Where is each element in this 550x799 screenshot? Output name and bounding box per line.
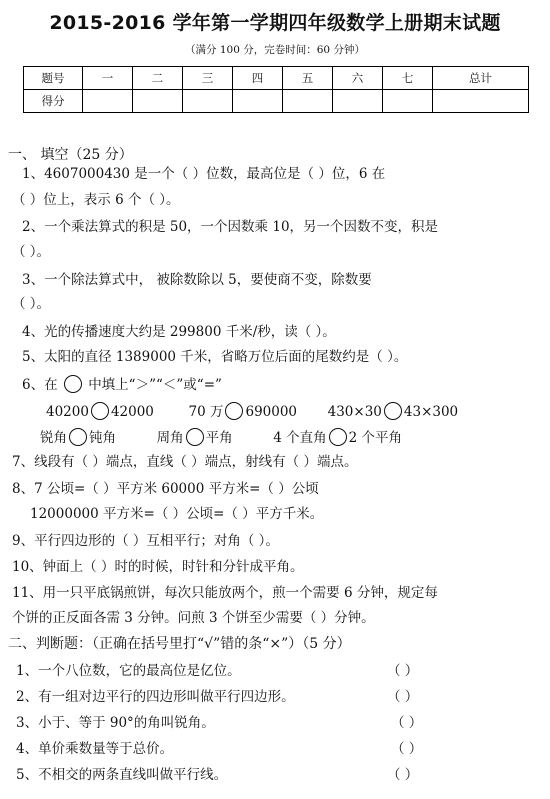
score-cell[interactable]: [133, 90, 183, 113]
answer-circle[interactable]: [64, 375, 82, 393]
compare-left: 4 个直角: [273, 430, 327, 446]
judge-bracket[interactable]: （ ）: [391, 715, 423, 731]
answer-circle[interactable]: [91, 402, 109, 420]
judge-text: 5、不相交的两条直线叫做平行线。: [16, 767, 228, 783]
judge-bracket[interactable]: （ ）: [391, 741, 423, 757]
judge-text: 1、一个八位数，它的最高位是亿位。: [16, 663, 241, 679]
compare-left: 70 万: [188, 404, 224, 420]
score-cell[interactable]: [433, 90, 529, 113]
answer-circle[interactable]: [186, 428, 204, 446]
question-4: 4、光的传播速度大约是 299800 千米/秒，读（ ）。: [22, 324, 336, 340]
judge-item-2: [16, 689, 295, 705]
question-6-instruction: 中填上“＞”“＜”或“=”: [88, 377, 222, 393]
score-cell[interactable]: [283, 90, 333, 113]
question-2b: （ ）。: [12, 244, 51, 260]
score-table-header-row: [24, 67, 529, 90]
compare-right: 42000: [110, 404, 154, 420]
score-row-label: 得分: [24, 90, 83, 113]
answer-circle[interactable]: [225, 402, 243, 420]
compare-right: 平角: [205, 430, 233, 446]
score-table-row: [24, 90, 529, 113]
judge-text: 2、有一组对边平行的四边形叫做平行四边形。: [16, 689, 295, 705]
judge-item-3: [16, 715, 215, 731]
question-6-row2: [40, 428, 402, 446]
question-3b: （ ）。: [12, 296, 51, 312]
score-cell[interactable]: [383, 90, 433, 113]
question-1b: （ ）位上，表示 6 个（ ）。: [12, 192, 180, 208]
question-2a: 2、一个乘法算式的积是 50，一个因数乘 10，另一个因数不变，积是: [22, 219, 439, 235]
judge-text: 3、小于、等于 90°的角叫锐角。: [16, 715, 215, 731]
judge-bracket[interactable]: （ ）: [387, 663, 419, 679]
score-header-cell: 六: [333, 67, 383, 90]
score-cell[interactable]: [233, 90, 283, 113]
exam-subtitle: （满分 100 分，完卷时间：60 分钟）: [185, 44, 365, 56]
score-header-cell: 七: [383, 67, 433, 90]
question-7: 7、线段有（ ）端点，直线（ ）端点，射线有（ ）端点。: [12, 454, 358, 470]
question-6: [22, 375, 222, 393]
compare-left: 周角: [156, 430, 184, 446]
question-5: 5、太阳的直径 1389000 千米，省略万位后面的尾数约是（ ）。: [22, 349, 408, 365]
score-header-cell: 四: [233, 67, 283, 90]
score-header-cell: 总计: [433, 67, 529, 90]
judge-bracket[interactable]: （ ）: [387, 767, 419, 783]
score-header-cell: 一: [83, 67, 133, 90]
compare-right: 2 个平角: [348, 430, 402, 446]
score-cell[interactable]: [183, 90, 233, 113]
answer-circle[interactable]: [329, 428, 347, 446]
exam-title: 2015-2016 学年第一学期四年级数学上册期末试题: [49, 12, 501, 34]
score-table: [23, 66, 529, 113]
section1-heading: 一、 填空（25 分）: [8, 147, 133, 163]
judge-bracket[interactable]: （ ）: [387, 689, 419, 705]
compare-left: 430×30: [327, 404, 382, 420]
question-8a: 8、7 公顷=（ ）平方米 60000 平方米=（ ）公顷: [12, 481, 319, 497]
judge-item-5: [16, 767, 227, 783]
compare-right: 43×300: [403, 404, 459, 420]
score-header-cell: 题号: [24, 67, 83, 90]
question-6-row1: [46, 402, 458, 420]
judge-item-4: [16, 741, 173, 757]
compare-right: 690000: [245, 404, 298, 420]
judge-item-1: [16, 663, 241, 679]
question-10: 10、钟面上（ ）时的时候，时针和分针成平角。: [12, 559, 304, 575]
question-11b: 个饼的正反面各需 3 分钟。问煎 3 个饼至少需要（ ）分钟。: [12, 610, 375, 626]
question-8b: 12000000 平方米=（ ）公顷=（ ）平方千米。: [30, 506, 324, 522]
score-header-cell: 三: [183, 67, 233, 90]
answer-circle[interactable]: [384, 402, 402, 420]
question-11a: 11、用一只平底锅煎饼，每次只能放两个，煎一个需要 6 分钟，规定每: [12, 585, 438, 601]
question-1a: 1、4607000430 是一个（ ）位数，最高位是（ ）位，6 在: [22, 166, 386, 182]
score-cell[interactable]: [333, 90, 383, 113]
score-cell[interactable]: [83, 90, 133, 113]
score-header-cell: 五: [283, 67, 333, 90]
question-6-prefix: 6、在: [22, 377, 58, 393]
section2-heading: 二、判断题：（正确在括号里打“√”错的条“×”）（5 分）: [8, 636, 351, 652]
judge-text: 4、单价乘数量等于总价。: [16, 741, 174, 757]
compare-left: 40200: [46, 404, 89, 420]
question-9: 9、平行四边形的（ ）互相平行；对角（ ）。: [12, 533, 279, 549]
answer-circle[interactable]: [69, 428, 87, 446]
compare-left: 锐角: [40, 430, 67, 446]
question-3a: 3、一个除法算式中， 被除数除以 5，要使商不变，除数要: [22, 272, 372, 288]
compare-right: 钝角: [89, 430, 116, 446]
score-header-cell: 二: [133, 67, 183, 90]
